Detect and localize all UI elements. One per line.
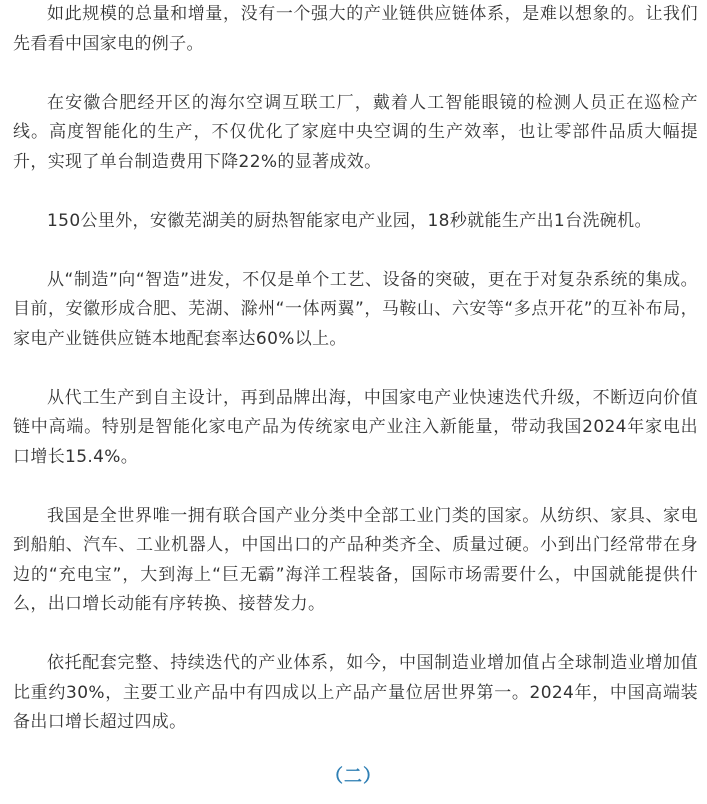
paragraph-midea-park: 150公里外，安徽芜湖美的厨热智能家电产业园，18秒就能生产出1台洗碗机。 [47, 210, 652, 231]
paragraph-industrial-categories: 我国是全世界唯一拥有联合国产业分类中全部工业门类的国家。从纺织、家具、家电到船舶、汽车、工业机器人，中国出口的产品种类齐全、质量过硬。小到出门经常带在身边的“充电宝”，大到海上“巨无霸”海洋工程装备，国际市场需要什么，中国就能提供什么，出口增长动能有序转换、接替发力。 [13, 505, 698, 614]
paragraph-value-chain: 从代工生产到自主设计，再到品牌出海，中国家电产业快速迭代升级，不断迈向价值链中高端。特别是智能化家电产品为传统家电产业注入新能量，带动我国2024年家电出口增长15.4%。 [13, 387, 698, 467]
section-heading-two: （二） [325, 766, 382, 787]
paragraph-manufacturing-share: 依托配套完整、持续迭代的产业体系，如今，中国制造业增加值占全球制造业增加值比重约30%，主要工业产品中有四成以上产品产量位居世界第一。2024年，中国高端装备出口增长超过四成。 [13, 653, 698, 732]
paragraph-smart-manufacturing: 从“制造”向“智造”进发，不仅是单个工艺、设备的突破，更在于对复杂系统的集成。目前，安徽形成合肥、芜湖、滁州“一体两翼”，马鞍山、六安等“多点开花”的互补布局，家电产业链供应链本地配套率达60%以上。 [13, 269, 698, 349]
paragraph-appliance-intro: 如此规模的总量和增量，没有一个强大的产业链供应链体系，是难以想象的。让我们先看看中国家电的例子。 [13, 4, 698, 54]
article-body [13, 0, 698, 767]
paragraph-haier-factory: 在安徽合肥经开区的海尔空调互联工厂，戴着人工智能眼镜的检测人员正在巡检产线。高度智能化的生产，不仅优化了家庭中央空调的生产效率，也让零部件品质大幅提升，实现了单台制造费用下降22%的显著成效。 [13, 92, 698, 172]
